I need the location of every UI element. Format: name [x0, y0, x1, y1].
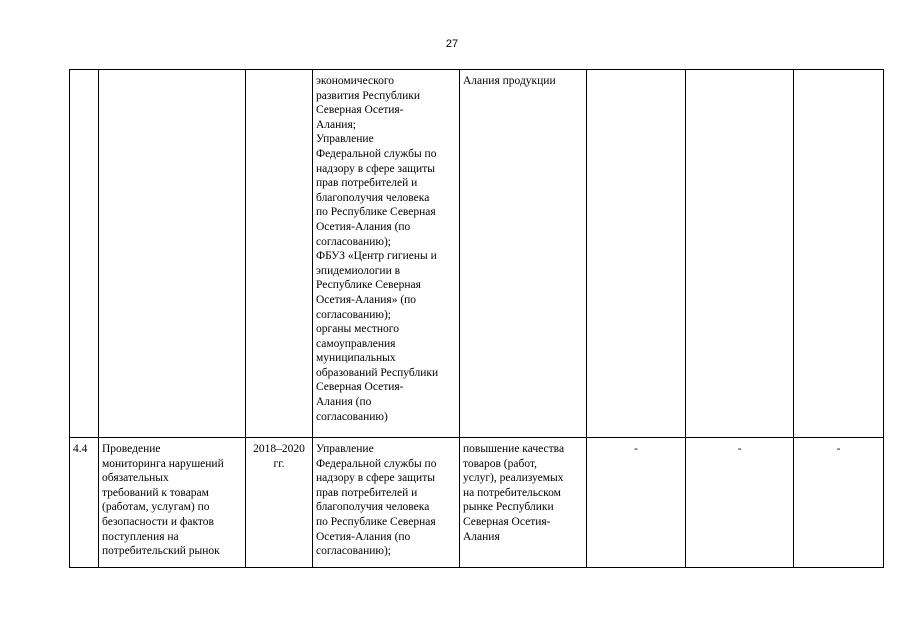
funding-cell-2 — [686, 70, 794, 438]
row-number-cell — [70, 70, 99, 438]
period-cell: 2018–2020 гг. — [246, 438, 313, 568]
event-cell: Проведение мониторинга нарушений обязательных требований к товарам (работам, услугам) по безопасности и фактов поступления на потребительский рынок — [99, 438, 246, 568]
plan-table — [69, 69, 884, 568]
funding-cell-3: - — [794, 438, 884, 568]
funding-cell-3 — [794, 70, 884, 438]
funding-cell-1: - — [587, 438, 686, 568]
row-number-cell: 4.4 — [70, 438, 99, 568]
page-number: 27 — [445, 38, 459, 50]
result-cell: повышение качества товаров (работ, услуг), реализуемых на потребительском рынке Республики Северная Осетия- Алания — [460, 438, 587, 568]
funding-cell-1 — [587, 70, 686, 438]
executors-cell: Управление Федеральной службы по надзору в сфере защиты прав потребителей и благополучия человека по Республике Северная Осетия-Алания (по согласованию); — [313, 438, 460, 568]
executors-cell: экономического развития Республики Северная Осетия- Алания; Управление Федеральной службы по надзору в сфере защиты прав потребителей и благополучия человека по Республике Северная Осетия-Алания (по согласованию); ФБУЗ «Центр гигиены и эпидемиологии в Республике Северная Осетия-Алания» (по согласованию); органы местного самоуправления муниципальных образований Республики Северная Осетия- Алания (по согласованию) — [313, 70, 460, 438]
period-cell — [246, 70, 313, 438]
table-row — [70, 438, 884, 568]
event-cell — [99, 70, 246, 438]
table-row — [70, 70, 884, 438]
result-cell: Алания продукции — [460, 70, 587, 438]
funding-cell-2: - — [686, 438, 794, 568]
